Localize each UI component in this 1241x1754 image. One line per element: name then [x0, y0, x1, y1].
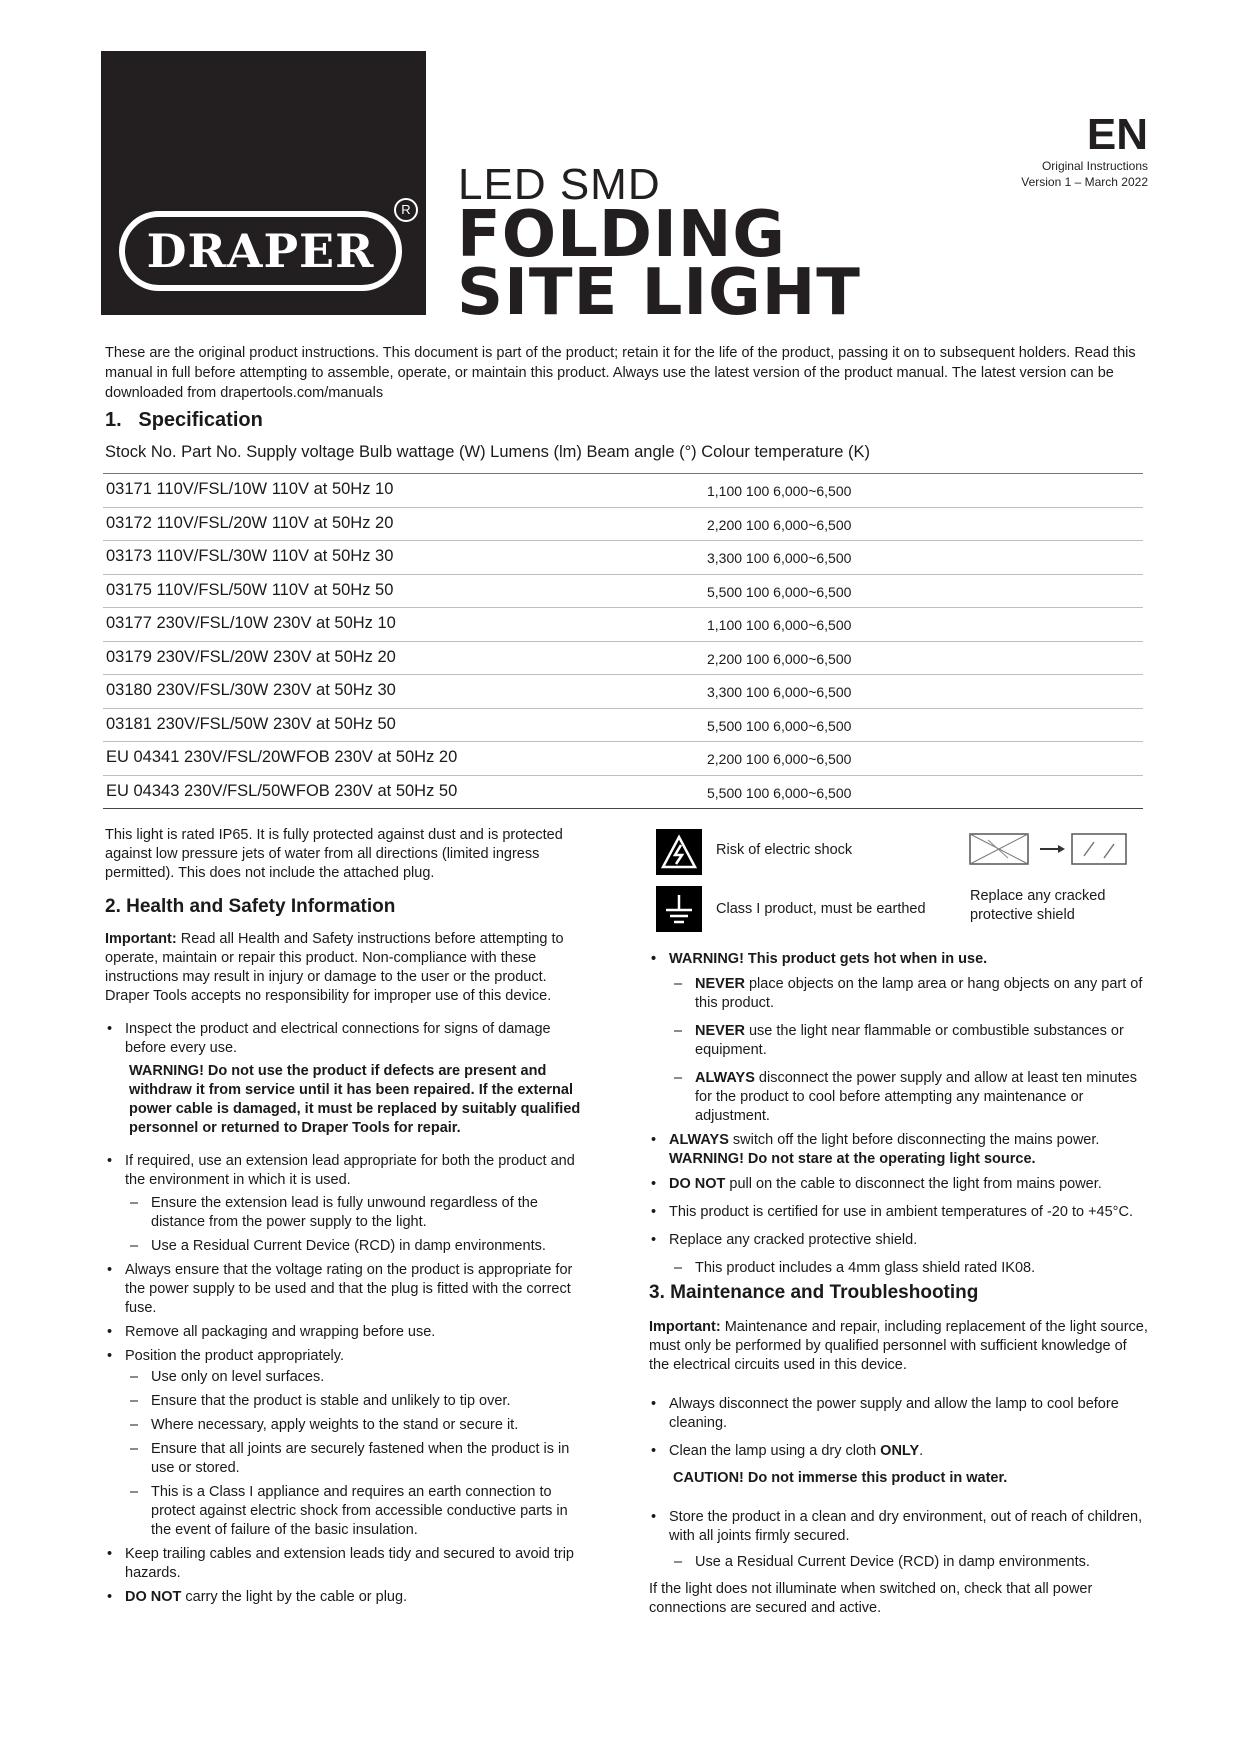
product-title: [457, 198, 861, 330]
sub-list-item: – Where necessary, apply weights to the stand or secure it.: [125, 1416, 590, 1435]
language-code: EN: [1086, 110, 1148, 159]
warning-text: WARNING! Do not use the product if defects are present and withdraw it from service until it has been repaired. If the external power cable is damaged, it must be replaced by suitably qualified personnel or returned to Draper Tools for repair.: [129, 1063, 581, 1136]
important-label: Important:: [105, 931, 177, 947]
spec-cell-values: 2,200 100 6,000~6,500: [707, 650, 852, 667]
spec-cell-main: 03177 230V/FSL/10W 230V at 50Hz 10: [106, 614, 396, 632]
list-item: [649, 1131, 1149, 1169]
product-subtitle: LED SMD: [458, 160, 661, 209]
brand-logo: [101, 51, 426, 315]
list-item-text: Replace any cracked protective shield.: [669, 1232, 918, 1248]
list-item: • Keep trailing cables and extension leads tidy and secured to avoid trip hazards.: [105, 1545, 590, 1583]
health-safety-heading: 2. Health and Safety Information: [105, 896, 396, 917]
sub-list-item-text: use the light near flammable or combustible substances or equipment.: [695, 1023, 1124, 1058]
table-row: [103, 776, 1143, 809]
sub-list: [125, 1368, 590, 1540]
spec-cell-main: 03180 230V/FSL/30W 230V at 50Hz 30: [106, 681, 396, 699]
list-item: [105, 1347, 590, 1540]
important-label: Important:: [649, 1319, 721, 1335]
maintenance-heading: 3. Maintenance and Troubleshooting: [649, 1282, 979, 1303]
sub-list-item: [669, 975, 1149, 1013]
list-item: [649, 1508, 1149, 1572]
product-title-line2: SITE LIGHT: [457, 256, 861, 330]
spec-cell-main: 03173 110V/FSL/30W 110V at 50Hz 30: [106, 547, 394, 565]
registered-mark: R: [394, 198, 418, 222]
intro-paragraph: These are the original product instructions. This document is part of the product; retain it for the life of the product, passing it on to subsequent holders. Read this manual in full before attempting to assemble, operate, or maintain this product. Always use the latest version of the product manual. The latest version can be downloaded from drapertools.com/manuals: [105, 345, 1136, 401]
list-item: [105, 1152, 590, 1256]
sub-list: [669, 1553, 1149, 1572]
sub-list-item: – Ensure that all joints are securely fastened when the product is in use or stored.: [125, 1440, 590, 1478]
spec-cell-values: 5,500 100 6,000~6,500: [707, 717, 852, 734]
spec-columns: Stock No. Part No. Supply voltage Bulb wattage (W) Lumens (lm) Beam angle (°) Colour temperature (K): [105, 443, 870, 461]
list-item: [649, 1442, 1149, 1488]
sub-list: [669, 975, 1149, 1126]
table-row: [103, 474, 1143, 508]
table-row: [103, 642, 1143, 676]
troubleshooting-text: If the light does not illuminate when switched on, check that all power connections are secured and active.: [649, 1581, 1093, 1616]
sub-list-item: – Ensure that the product is stable and unlikely to tip over.: [125, 1392, 590, 1411]
sub-list-item: – This product includes a 4mm glass shield rated IK08.: [669, 1259, 1149, 1278]
caution-text: CAUTION! Do not immerse this product in water.: [673, 1470, 1008, 1486]
document-type: Original Instructions: [1041, 159, 1148, 173]
symbol-label: Class I product, must be earthed: [716, 901, 926, 917]
sub-list-item-text: place objects on the lamp area or hang objects on any part of this product.: [695, 976, 1143, 1011]
ip-rating-text: This light is rated IP65. It is fully protected against dust and is protected against low pressure jets of water from all directions (limited ingress permitted). This does not include the attached plug.: [105, 827, 563, 881]
maintenance-list: [649, 1395, 1149, 1572]
list-item: • Remove all packaging and wrapping before use.: [105, 1323, 590, 1342]
table-row: [103, 709, 1143, 743]
list-item: [105, 1020, 590, 1138]
spec-cell-values: 5,500 100 6,000~6,500: [707, 583, 852, 600]
important-text: Maintenance and repair, including replacement of the light source, must only be performed by qualified personnel with sufficient knowledge of the electrical circuits used in this device.: [649, 1319, 1148, 1373]
spec-cell-main: EU 04341 230V/FSL/20WFOB 230V at 50Hz 20: [106, 748, 458, 766]
sub-list: [125, 1194, 590, 1256]
symbol-label: Risk of electric shock: [716, 842, 853, 858]
spec-cell-main: 03172 110V/FSL/20W 110V at 50Hz 20: [106, 513, 394, 532]
list-item-text: switch off the light before disconnecting the mains power.: [728, 1132, 1100, 1148]
list-item-text: Inspect the product and electrical connections for signs of damage before every use.: [125, 1021, 551, 1056]
emphasis: DO NOT: [125, 1589, 182, 1605]
symbol-label: Replace any cracked protective shield: [970, 888, 1106, 923]
spec-heading: 1. Specification: [105, 409, 263, 431]
earth-icon: [656, 886, 702, 932]
spec-cell-values: 5,500 100 6,000~6,500: [707, 784, 852, 801]
spec-cell-values: 3,300 100 6,000~6,500: [707, 550, 852, 566]
list-item: [649, 1175, 1149, 1194]
logo-badge: [119, 211, 402, 291]
brand-name: DRAPER: [146, 224, 375, 278]
spec-cell-values: 3,300 100 6,000~6,500: [707, 684, 852, 700]
list-item-text: Store the product in a clean and dry environment, out of reach of children, with all joints firmly secured.: [669, 1509, 1143, 1544]
sub-list-item: [669, 1022, 1149, 1060]
list-item-text: pull on the cable to disconnect the light from mains power.: [725, 1176, 1102, 1192]
emphasis: ALWAYS: [695, 1070, 755, 1086]
list-item: • This product is certified for use in ambient temperatures of -20 to +45°C.: [649, 1203, 1149, 1222]
safety-list: [105, 1020, 590, 1607]
list-item: • Always disconnect the power supply and allow the lamp to cool before cleaning.: [649, 1395, 1149, 1433]
document-info: [1021, 158, 1148, 190]
right-column: [649, 950, 1149, 1618]
spec-table: [103, 473, 1143, 809]
table-row: [103, 575, 1143, 609]
warning-list: [649, 950, 1149, 1278]
list-item: [649, 1231, 1149, 1278]
table-row: [103, 508, 1143, 542]
spec-cell-main: EU 04343 230V/FSL/50WFOB 230V at 50Hz 50: [106, 781, 458, 800]
electric-shock-icon: [656, 829, 702, 875]
list-item: • Always ensure that the voltage rating on the product is appropriate for the power supply to be used and that the plug is fitted with the correct fuse.: [105, 1261, 590, 1318]
sub-list-item: – Use a Residual Current Device (RCD) in damp environments.: [125, 1237, 590, 1256]
sub-list: [669, 1259, 1149, 1278]
maintenance-important: [649, 1318, 1149, 1375]
warning-text: WARNING! Do not stare at the operating light source.: [669, 1151, 1036, 1167]
emphasis: DO NOT: [669, 1176, 726, 1192]
important-paragraph: [105, 930, 590, 1006]
spec-cell-values: 1,100 100 6,000~6,500: [707, 617, 852, 633]
spec-cell-main: 03171 110V/FSL/10W 110V at 50Hz 10: [106, 480, 394, 498]
sub-list-item: – This is a Class I appliance and requires an earth connection to protect against electric shock from accessible conductive parts in the event of failure of the basic insulation.: [125, 1483, 590, 1540]
list-item-text: carry the light by the cable or plug.: [181, 1589, 408, 1605]
spec-cell-values: 2,200 100 6,000~6,500: [707, 751, 852, 767]
sub-list-item: – Ensure the extension lead is fully unwound regardless of the distance from the power supply to the light.: [125, 1194, 590, 1232]
left-column: [105, 826, 590, 1607]
emphasis: NEVER: [695, 1023, 745, 1039]
emphasis: ALWAYS: [669, 1132, 729, 1148]
sub-list-item: [669, 1069, 1149, 1126]
table-row: [103, 742, 1143, 776]
table-row: [103, 675, 1143, 709]
list-item-text: WARNING! This product gets hot when in use.: [669, 951, 988, 967]
product-title-line1: FOLDING: [457, 198, 786, 272]
emphasis: ONLY: [880, 1443, 920, 1459]
spec-cell-main: 03181 230V/FSL/50W 230V at 50Hz 50: [106, 714, 396, 733]
emphasis: NEVER: [695, 976, 745, 992]
spec-cell-main: 03175 110V/FSL/50W 110V at 50Hz 50: [106, 580, 394, 599]
sub-list-item: – Use only on level surfaces.: [125, 1368, 590, 1387]
list-item-text: Clean the lamp using a dry cloth: [669, 1443, 881, 1459]
spec-cell-main: 03179 230V/FSL/20W 230V at 50Hz 20: [106, 647, 396, 666]
list-item: [649, 950, 1149, 1126]
list-item: [105, 1588, 590, 1607]
list-item-text: .: [919, 1443, 924, 1459]
spec-cell-values: 2,200 100 6,000~6,500: [707, 516, 852, 533]
sub-list-item: – Use a Residual Current Device (RCD) in damp environments.: [669, 1553, 1149, 1572]
cracked-shield-icon: [968, 830, 1128, 873]
list-item-text: Position the product appropriately.: [125, 1348, 344, 1364]
table-row: [103, 608, 1143, 642]
table-row: [103, 541, 1143, 575]
important-text: Read all Health and Safety instructions before attempting to operate, maintain or repair this product. Non-compliance with these instructions may result in injury or damage to the user or the product. Draper Tools accepts no responsibility for improper use of this device.: [105, 931, 564, 1004]
document-version: Version 1 – March 2022: [1021, 175, 1148, 189]
spec-cell-values: 1,100 100 6,000~6,500: [707, 483, 852, 499]
sub-list-item-text: disconnect the power supply and allow at least ten minutes for the product to cool before attempting any maintenance or adjustment.: [695, 1070, 1137, 1124]
list-item-text: If required, use an extension lead appropriate for both the product and the environment in which it is used.: [125, 1153, 575, 1188]
